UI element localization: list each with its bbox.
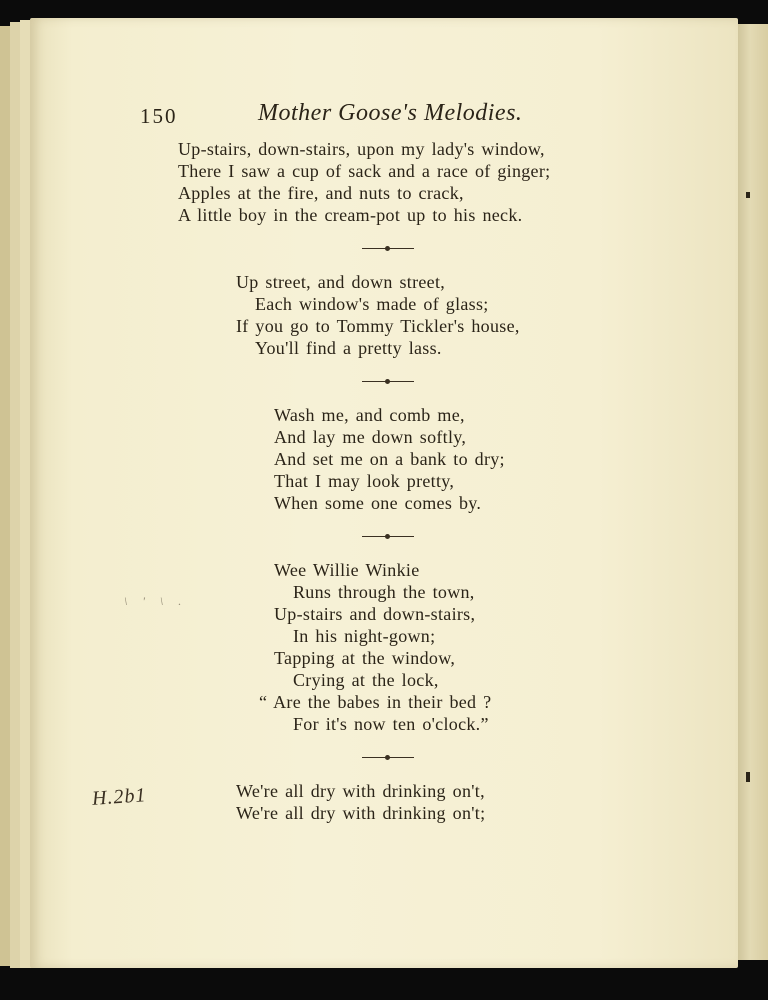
poem-line: We're all dry with drinking on't,: [236, 781, 485, 801]
poem-line: When some one comes by.: [274, 493, 482, 513]
poem-line: And set me on a bank to dry;: [274, 449, 505, 469]
poem-line: Each window's made of glass;: [255, 294, 489, 314]
poem-line: Runs through the town,: [293, 582, 475, 602]
poem-line: Wash me, and comb me,: [274, 405, 465, 425]
poem-line: You'll find a pretty lass.: [255, 338, 442, 358]
poem-line: That I may look pretty,: [274, 471, 455, 491]
poem-line: Up-stairs and down-stairs,: [274, 604, 476, 624]
poem-line: Wee Willie Winkie: [274, 560, 420, 580]
poem-line: If you go to Tommy Tickler's house,: [236, 316, 520, 336]
faint-pencil-marks: \ ' \ .: [124, 594, 188, 608]
poem-line: And lay me down softly,: [274, 427, 467, 447]
section-divider: [362, 757, 414, 758]
section-divider: [362, 536, 414, 537]
ink-speck: [746, 192, 750, 198]
poem-line: We're all dry with drinking on't;: [236, 803, 486, 823]
running-title: Mother Goose's Melodies.: [258, 100, 523, 126]
poem-line: Crying at the lock,: [293, 670, 439, 690]
poem-line: In his night-gown;: [293, 626, 436, 646]
pencil-note: H.2b1: [91, 784, 148, 810]
poem-line: Up street, and down street,: [236, 272, 446, 292]
ink-speck: [746, 772, 750, 782]
section-divider: [362, 248, 414, 249]
section-divider: [362, 381, 414, 382]
poem-line: For it's now ten o'clock.”: [293, 714, 489, 734]
poem-line: There I saw a cup of sack and a race of ginger;: [178, 161, 551, 181]
poem-line: Tapping at the window,: [274, 648, 456, 668]
page-number: 150: [140, 104, 178, 128]
poem-line: A little boy in the cream-pot up to his neck.: [178, 205, 523, 225]
poem-line: Apples at the fire, and nuts to crack,: [178, 183, 464, 203]
poem-line: “ Are the babes in their bed ?: [259, 692, 492, 712]
poem-line: Up-stairs, down-stairs, upon my lady's window,: [178, 139, 545, 159]
next-page-edge: [738, 24, 768, 960]
